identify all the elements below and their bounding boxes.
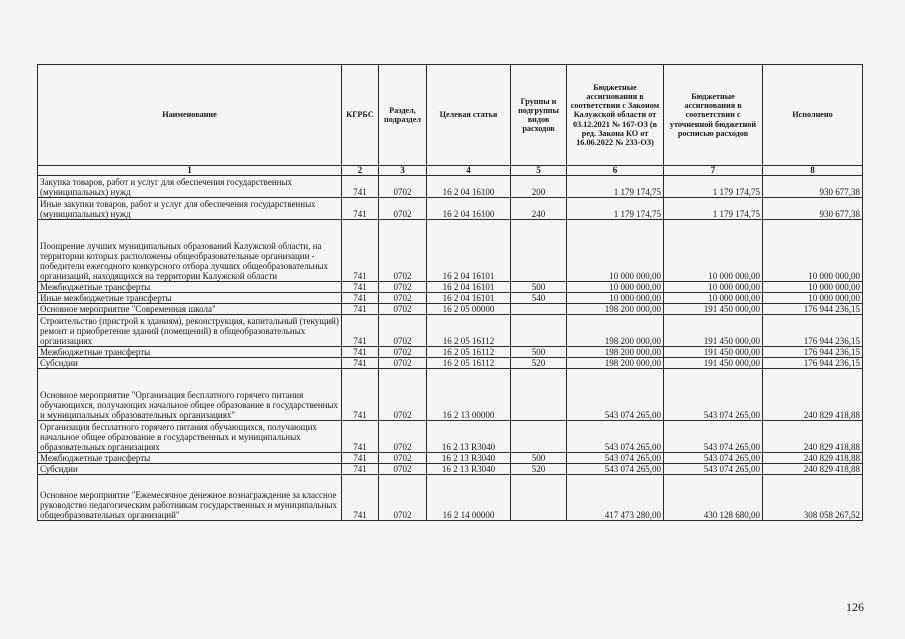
row-expense-group xyxy=(511,369,567,421)
row-refined-allocation: 10 000 000,00 xyxy=(664,282,763,293)
row-target-item: 16 2 13 00000 xyxy=(427,369,511,421)
page-number: 126 xyxy=(846,600,864,614)
row-name: Основное мероприятие "Современная школа" xyxy=(38,304,342,315)
row-kgrbs: 741 xyxy=(342,453,379,464)
row-expense-group: 520 xyxy=(511,464,567,475)
row-kgrbs: 741 xyxy=(342,198,379,220)
row-kgrbs: 741 xyxy=(342,176,379,198)
row-executed: 930 677,38 xyxy=(763,198,863,220)
row-law-allocation: 10 000 000,00 xyxy=(567,220,664,282)
row-target-item: 16 2 04 16101 xyxy=(427,220,511,282)
row-refined-allocation: 1 179 174,75 xyxy=(664,198,763,220)
row-name: Поощрение лучших муниципальных образований Калужской области, на территории которых расположены общеобразовательные организации - победители ежегодного конкурсного отбора лучших общеобразовательных организаций, находящихся на территории Калужской области xyxy=(38,220,342,282)
row-kgrbs: 741 xyxy=(342,304,379,315)
header-kgrbs: КГРБС xyxy=(342,65,379,166)
row-section: 0702 xyxy=(379,198,427,220)
row-law-allocation: 1 179 174,75 xyxy=(567,198,664,220)
row-name: Субсидии xyxy=(38,358,342,369)
row-expense-group: 240 xyxy=(511,198,567,220)
row-refined-allocation: 543 074 265,00 xyxy=(664,464,763,475)
row-law-allocation: 198 200 000,00 xyxy=(567,358,664,369)
row-name: Закупка товаров, работ и услуг для обеспечения государственных (муниципальных) нужд xyxy=(38,176,342,198)
column-number: 2 xyxy=(342,166,379,176)
row-expense-group: 500 xyxy=(511,453,567,464)
row-name: Организация бесплатного горячего питания обучающихся, получающих начальное общее образование в государственных и муниципальных образовательных организациях xyxy=(38,421,342,453)
row-executed: 930 677,38 xyxy=(763,176,863,198)
row-law-allocation: 10 000 000,00 xyxy=(567,293,664,304)
row-law-allocation: 1 179 174,75 xyxy=(567,176,664,198)
row-law-allocation: 417 473 280,00 xyxy=(567,475,664,521)
table-row xyxy=(38,347,863,358)
row-target-item: 16 2 04 16100 xyxy=(427,176,511,198)
row-executed: 10 000 000,00 xyxy=(763,220,863,282)
row-executed: 176 944 236,15 xyxy=(763,347,863,358)
row-law-allocation: 543 074 265,00 xyxy=(567,464,664,475)
row-target-item: 16 2 13 R3040 xyxy=(427,421,511,453)
table-row xyxy=(38,453,863,464)
row-name: Межбюджетные трансферты xyxy=(38,453,342,464)
row-name: Межбюджетные трансферты xyxy=(38,347,342,358)
row-expense-group: 200 xyxy=(511,176,567,198)
row-kgrbs: 741 xyxy=(342,369,379,421)
row-law-allocation: 543 074 265,00 xyxy=(567,369,664,421)
row-kgrbs: 741 xyxy=(342,293,379,304)
row-target-item: 16 2 04 16101 xyxy=(427,293,511,304)
row-section: 0702 xyxy=(379,475,427,521)
row-kgrbs: 741 xyxy=(342,358,379,369)
table-row xyxy=(38,176,863,198)
row-section: 0702 xyxy=(379,358,427,369)
row-section: 0702 xyxy=(379,282,427,293)
row-expense-group xyxy=(511,421,567,453)
row-section: 0702 xyxy=(379,464,427,475)
row-section: 0702 xyxy=(379,304,427,315)
row-target-item: 16 2 05 16112 xyxy=(427,315,511,347)
row-kgrbs: 741 xyxy=(342,464,379,475)
row-name: Субсидии xyxy=(38,464,342,475)
row-expense-group: 500 xyxy=(511,282,567,293)
row-law-allocation: 10 000 000,00 xyxy=(567,282,664,293)
row-kgrbs: 741 xyxy=(342,347,379,358)
row-executed: 240 829 418,88 xyxy=(763,453,863,464)
row-section: 0702 xyxy=(379,453,427,464)
header-target: Целевая статья xyxy=(427,65,511,166)
table-row xyxy=(38,198,863,220)
row-target-item: 16 2 05 16112 xyxy=(427,358,511,369)
row-target-item: 16 2 13 R3040 xyxy=(427,453,511,464)
row-law-allocation: 543 074 265,00 xyxy=(567,453,664,464)
row-name: Иные межбюджетные трансферты xyxy=(38,293,342,304)
row-target-item: 16 2 04 16101 xyxy=(427,282,511,293)
table-row xyxy=(38,421,863,453)
row-refined-allocation: 10 000 000,00 xyxy=(664,293,763,304)
row-kgrbs: 741 xyxy=(342,315,379,347)
row-section: 0702 xyxy=(379,176,427,198)
row-target-item: 16 2 05 16112 xyxy=(427,347,511,358)
row-name: Межбюджетные трансферты xyxy=(38,282,342,293)
row-name: Основное мероприятие "Организация бесплатного горячего питания обучающихся, получающих начальное общее образование в государственных и муниципальных образовательных организациях" xyxy=(38,369,342,421)
row-refined-allocation: 191 450 000,00 xyxy=(664,315,763,347)
row-law-allocation: 198 200 000,00 xyxy=(567,315,664,347)
row-section: 0702 xyxy=(379,369,427,421)
row-executed: 176 944 236,15 xyxy=(763,358,863,369)
row-section: 0702 xyxy=(379,347,427,358)
row-executed: 10 000 000,00 xyxy=(763,293,863,304)
table-row xyxy=(38,369,863,421)
row-law-allocation: 198 200 000,00 xyxy=(567,347,664,358)
budget-table xyxy=(37,64,863,521)
row-section: 0702 xyxy=(379,220,427,282)
table-row xyxy=(38,304,863,315)
row-executed: 10 000 000,00 xyxy=(763,282,863,293)
row-refined-allocation: 543 074 265,00 xyxy=(664,421,763,453)
row-law-allocation: 543 074 265,00 xyxy=(567,421,664,453)
row-expense-group: 540 xyxy=(511,293,567,304)
row-kgrbs: 741 xyxy=(342,282,379,293)
row-expense-group xyxy=(511,304,567,315)
row-section: 0702 xyxy=(379,293,427,304)
row-executed: 240 829 418,88 xyxy=(763,369,863,421)
table-row xyxy=(38,220,863,282)
table-row xyxy=(38,464,863,475)
row-target-item: 16 2 14 00000 xyxy=(427,475,511,521)
row-name: Иные закупки товаров, работ и услуг для обеспечения государственных (муниципальных) нужд xyxy=(38,198,342,220)
header-executed: Исполнено xyxy=(763,65,863,166)
row-target-item: 16 2 04 16100 xyxy=(427,198,511,220)
row-executed: 308 058 267,52 xyxy=(763,475,863,521)
column-number: 4 xyxy=(427,166,511,176)
column-number: 8 xyxy=(763,166,863,176)
header-refined-allocations: Бюджетные ассигнования в соответствии с уточненной бюджетной росписью расходов xyxy=(664,65,763,166)
row-law-allocation: 198 200 000,00 xyxy=(567,304,664,315)
table-row xyxy=(38,358,863,369)
row-kgrbs: 741 xyxy=(342,475,379,521)
table-row xyxy=(38,475,863,521)
row-name: Основное мероприятие "Ежемесячное денежное вознаграждение за классное руководство педагогическим работникам государственных и муниципальных общеобразовательных организаций" xyxy=(38,475,342,521)
column-number: 1 xyxy=(38,166,342,176)
row-target-item: 16 2 05 00000 xyxy=(427,304,511,315)
column-number: 6 xyxy=(567,166,664,176)
row-refined-allocation: 191 450 000,00 xyxy=(664,304,763,315)
row-refined-allocation: 543 074 265,00 xyxy=(664,369,763,421)
row-refined-allocation: 543 074 265,00 xyxy=(664,453,763,464)
header-groups: Группы и подгруппы видов расходов xyxy=(511,65,567,166)
table-row xyxy=(38,315,863,347)
row-kgrbs: 741 xyxy=(342,220,379,282)
row-refined-allocation: 1 179 174,75 xyxy=(664,176,763,198)
column-number: 7 xyxy=(664,166,763,176)
row-kgrbs: 741 xyxy=(342,421,379,453)
row-target-item: 16 2 13 R3040 xyxy=(427,464,511,475)
header-name: Наименование xyxy=(38,65,342,166)
row-executed: 176 944 236,15 xyxy=(763,315,863,347)
row-expense-group xyxy=(511,220,567,282)
row-refined-allocation: 191 450 000,00 xyxy=(664,347,763,358)
row-expense-group xyxy=(511,475,567,521)
row-refined-allocation: 430 128 680,00 xyxy=(664,475,763,521)
column-number: 5 xyxy=(511,166,567,176)
header-law-allocations: Бюджетные ассигнования в соответствии с Законом Калужской области от 03.12.2021 № 167-ОЗ (в ред. Закона КО от 16.06.2022 № 233-ОЗ) xyxy=(567,65,664,166)
row-refined-allocation: 10 000 000,00 xyxy=(664,220,763,282)
row-expense-group xyxy=(511,315,567,347)
row-executed: 176 944 236,15 xyxy=(763,304,863,315)
row-section: 0702 xyxy=(379,421,427,453)
row-expense-group: 500 xyxy=(511,347,567,358)
row-section: 0702 xyxy=(379,315,427,347)
row-executed: 240 829 418,88 xyxy=(763,421,863,453)
column-number-row xyxy=(38,166,863,176)
row-name: Строительство (пристрой к зданиям), реконструкция, капитальный (текущий) ремонт и приобретение зданий (помещений) в общеобразовательных организациях xyxy=(38,315,342,347)
header-section: Раздел, подраздел xyxy=(379,65,427,166)
table-row xyxy=(38,282,863,293)
column-number: 3 xyxy=(379,166,427,176)
row-expense-group: 520 xyxy=(511,358,567,369)
row-executed: 240 829 418,88 xyxy=(763,464,863,475)
row-refined-allocation: 191 450 000,00 xyxy=(664,358,763,369)
table-header-row xyxy=(38,65,863,166)
table-row xyxy=(38,293,863,304)
